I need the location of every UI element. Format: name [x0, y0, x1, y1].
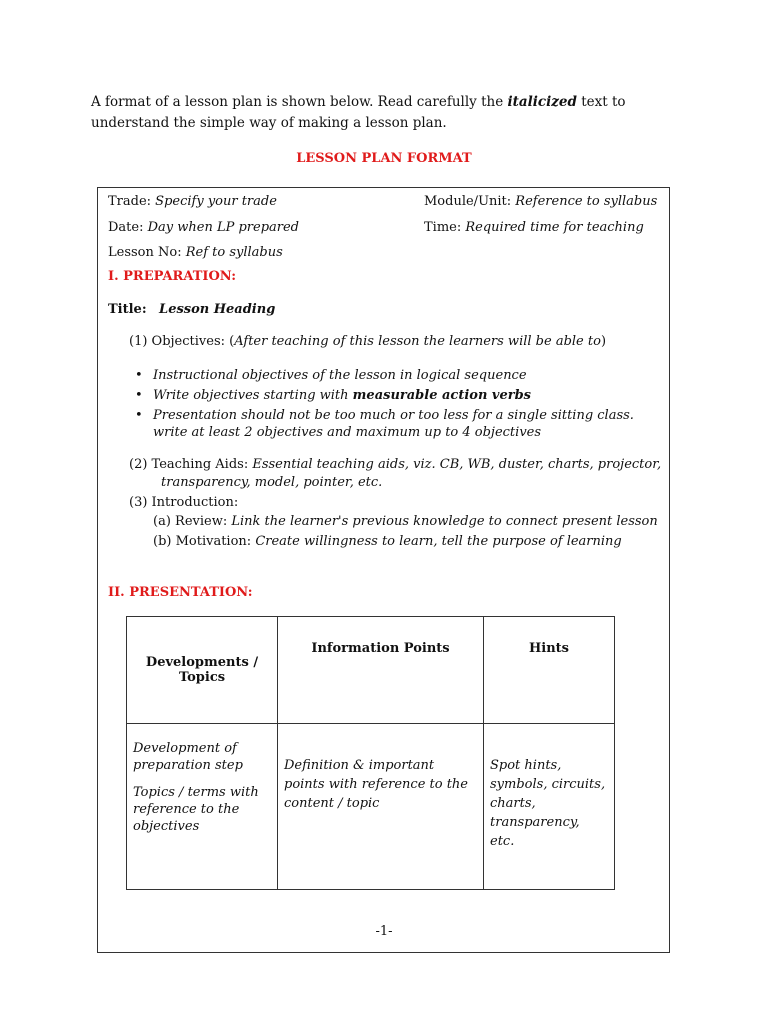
objectives-label: (1) Objectives: ( — [129, 334, 235, 349]
motivation-label: (b) Motivation: — [153, 534, 256, 549]
teaching-aids-value: Essential teaching aids, viz. CB, WB, duster, charts, projector, — [252, 457, 662, 472]
presentation-table — [126, 616, 615, 890]
time-value: Required time for teaching — [465, 220, 644, 235]
presentation-heading: II. PRESENTATION: — [108, 585, 253, 600]
motivation-value: Create willingness to learn, tell the purpose of learning — [255, 534, 622, 549]
column-header-hints: Hints — [484, 617, 615, 724]
cell-hints-text: Spot hints, symbols, circuits, charts, transparency, etc. — [490, 758, 606, 849]
teaching-aids-row — [129, 457, 661, 472]
column-header-developments-line1: Developments / — [145, 655, 259, 670]
page-number: -1- — [375, 924, 393, 939]
cell-developments — [127, 724, 278, 890]
module-label: Module/Unit: — [424, 194, 516, 209]
introduction-label: (3) Introduction: — [129, 495, 239, 510]
trade-label: Trade: — [108, 194, 156, 209]
lesson-no-row — [108, 245, 283, 260]
cell-information-points — [278, 724, 484, 890]
cell-information-points-text: Definition & important points with reference to the content / topic — [284, 758, 468, 811]
review-value: Link the learner's previous knowledge to connect present lesson — [231, 514, 658, 529]
objectives-value: After teaching of this lesson the learners will be able to — [234, 334, 601, 349]
cell-hints — [484, 724, 615, 890]
motivation-row — [153, 534, 622, 549]
objective-bullet-1: Instructional objectives of the lesson in logical sequence — [153, 368, 527, 383]
objective-bullet-3-line2: write at least 2 objectives and maximum up to 4 objectives — [153, 425, 542, 440]
title-label: Title: — [108, 302, 147, 317]
preparation-heading: I. PREPARATION: — [108, 269, 237, 284]
objective-bullet-3: Presentation should not be too much or too less for a single sitting class. — [153, 408, 634, 423]
bullet-icon: • — [135, 408, 143, 423]
date-row — [108, 220, 299, 235]
time-label: Time: — [424, 220, 466, 235]
lesson-no-value: Ref to syllabus — [185, 245, 283, 260]
intro-text-after: text to understand the simple way of making a lesson plan. — [91, 94, 626, 131]
lesson-no-label: Lesson No: — [108, 245, 186, 260]
time-row — [424, 220, 644, 235]
date-value: Day when LP prepared — [147, 220, 300, 235]
intro-paragraph — [91, 92, 691, 134]
objectives-row — [129, 334, 606, 349]
intro-emphasis: italicized — [507, 94, 577, 110]
intro-text-before: A format of a lesson plan is shown below. Read carefully the — [91, 94, 508, 110]
date-label: Date: — [108, 220, 148, 235]
module-value: Reference to syllabus — [515, 194, 658, 209]
column-header-developments — [127, 617, 278, 724]
column-header-information-points: Information Points — [278, 617, 484, 724]
column-header-developments-line2: Topics — [178, 670, 226, 685]
objective-bullet-2-bold: measurable action verbs — [352, 388, 532, 403]
review-row — [153, 514, 658, 529]
teaching-aids-label: (2) Teaching Aids: — [129, 457, 253, 472]
module-row — [424, 194, 657, 209]
trade-row — [108, 194, 277, 209]
objective-bullet-2-text: Write objectives starting with — [153, 388, 353, 403]
document-title: LESSON PLAN FORMAT — [296, 151, 472, 166]
review-label: (a) Review: — [153, 514, 232, 529]
title-value: Lesson Heading — [159, 302, 276, 317]
objectives-close: ) — [600, 334, 607, 349]
teaching-aids-value-line2: transparency, model, pointer, etc. — [161, 475, 383, 490]
bullet-icon: • — [135, 368, 143, 383]
trade-value: Specify your trade — [155, 194, 277, 209]
bullet-icon: • — [135, 388, 143, 403]
objective-bullet-2 — [153, 388, 531, 403]
cell-developments-text-a: Development of preparation step — [133, 741, 243, 773]
cell-developments-text-b: Topics / terms with reference to the objectives — [133, 785, 259, 834]
table-header-row — [127, 617, 615, 724]
table-row — [127, 724, 615, 890]
title-row — [108, 302, 275, 317]
